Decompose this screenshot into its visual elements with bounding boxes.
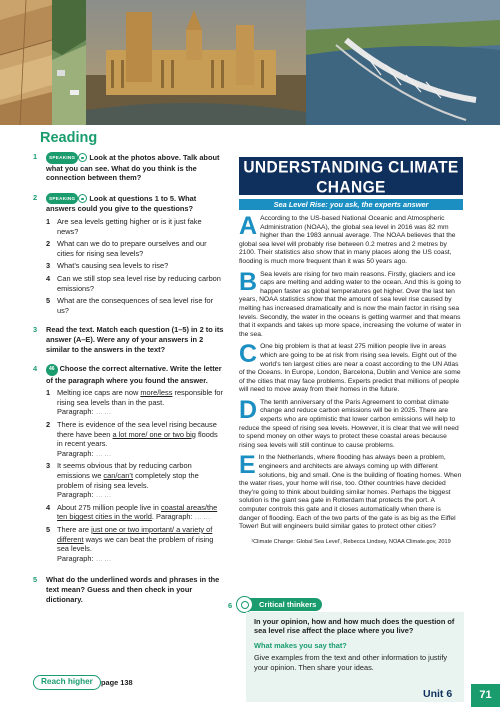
photo-parliament	[86, 0, 306, 125]
question-1	[33, 152, 225, 183]
question-text: Choose the correct alternative. Write the letter of the paragraph where you found the answer.	[46, 364, 222, 385]
list-item	[46, 296, 225, 315]
paragraph-text: According to the US-based National Oceanic and Atmospheric Administration (NOAA), the global sea level in 2016 was 82 mm higher than the 1983 annual average. The NOAA believes that the global sea level will probably rise between 0.2 metres and 2 metres by 2100. Their statistics also show that in many places along the US coast, flooding is much more frequent than it was 50 years ago.	[239, 215, 456, 265]
critical-prompt: What makes you say that?	[254, 640, 347, 650]
critical-instructions: Give examples from the text and other information to justify your opinion. Then share your ideas.	[254, 653, 448, 672]
critical-question: In your opinion, how and how much does the question of sea level rise affect the place where you live?	[254, 617, 455, 636]
item-number: 4	[46, 273, 51, 283]
paragraph-text: One big problem is that at least 275 million people live in areas which are going to be at risk from rising sea levels. Eight out of the world’s ten largest cities are near a coast according to the UN Atlas of the Oceans. In Europe, London, Barcelona, Dublin and Venice are some of the cities that may face problems. Experts predict that millions of people will need to move away from their homes in the future.	[239, 343, 461, 394]
photo-coast	[52, 0, 86, 125]
question-4	[33, 364, 225, 563]
question-2	[33, 193, 225, 316]
article-paragraph	[239, 451, 463, 531]
item-number: 4	[46, 502, 51, 512]
article-title: UNDERSTANDING CLIMATE CHANGE	[243, 158, 459, 197]
item-number: 1	[46, 216, 51, 226]
item-text: completely stop the problem of rising sea levels.	[57, 471, 199, 490]
lightbulb-icon	[236, 596, 253, 613]
item-text: ways we can beat the problem of rising sea levels.	[57, 534, 214, 554]
article-body	[239, 210, 463, 546]
article	[239, 157, 463, 577]
speech-icon	[78, 194, 87, 203]
drop-cap: A	[239, 212, 258, 240]
article-paragraph	[239, 395, 463, 451]
alternative-choice[interactable]: more/less	[140, 388, 173, 398]
item-number: 5	[46, 296, 51, 306]
item-text: Melting ice caps are now	[57, 388, 141, 398]
item-text: Are sea levels getting higher or is it just fake news?	[57, 216, 202, 236]
unit-label: Unit 6	[423, 688, 453, 700]
answer-blank[interactable]: ……	[95, 553, 113, 563]
alternative-choice[interactable]: a lot more/ one or two big	[112, 429, 196, 439]
speech-icon	[78, 153, 87, 162]
answer-blank[interactable]: ……	[95, 490, 113, 500]
question-number: 4	[33, 364, 38, 374]
item-text: responsible for rising sea levels than in the past.	[57, 388, 223, 407]
article-source: ¹Climate Change: Global Sea Level’, Rebecca Lindsey, NOAA Climate.gov, 2019	[251, 538, 451, 545]
item-text: There are	[57, 525, 92, 534]
question-number: 3	[33, 325, 38, 335]
audio-track-badge[interactable]: 46	[46, 364, 58, 376]
article-paragraph	[239, 267, 463, 340]
paragraph-label: Paragraph:	[57, 448, 94, 458]
question-number: 1	[33, 152, 38, 161]
photo-fields	[0, 0, 52, 125]
reach-higher-page: page 138	[101, 678, 133, 687]
section-title: Reading	[40, 130, 98, 146]
page-number: 71	[471, 684, 500, 707]
drop-cap: D	[239, 395, 258, 424]
item-number: 2	[46, 420, 51, 430]
speaking-badge: SPEAKING	[46, 152, 78, 164]
item-text: What can we do to prepare ourselves and our cities for rising sea levels?	[57, 239, 207, 258]
answer-blank[interactable]: ……	[95, 407, 113, 417]
question-text: Look at the photos above. Talk about what you can see. What do you think is the connection between them?	[46, 153, 220, 183]
list-item	[46, 503, 225, 522]
item-text: What are the consequences of sea level rise for us?	[57, 296, 214, 315]
list-item	[46, 388, 225, 417]
drop-cap: C	[239, 340, 258, 369]
paragraph-label: Paragraph:	[57, 490, 94, 500]
drop-cap: E	[239, 451, 256, 480]
list-item	[46, 461, 225, 499]
questions-column	[33, 152, 225, 610]
article-header	[239, 157, 463, 195]
item-number: 3	[46, 461, 51, 471]
speaking-badge: SPEAKING	[46, 193, 78, 205]
list-item	[46, 239, 225, 258]
question-5	[33, 575, 225, 604]
list-item	[46, 217, 225, 236]
photo-strip	[0, 0, 500, 125]
item-text: What’s causing sea levels to rise?	[57, 261, 169, 271]
alternative-choice[interactable]: just one or two important/ a variety of different	[57, 525, 213, 544]
reach-higher-button[interactable]: Reach higher	[33, 675, 101, 690]
question-number: 6	[228, 601, 233, 610]
paragraph-text: The tenth anniversary of the Paris Agreement to combat climate change and reduce carbon emissions will be in 2025. There are experts who are optimistic that lower carbon emissions will help to reduce the speed of rising sea levels. However, it is clear that we will need to spend money on other ways to protect these coastal areas because rising sea levels will still continue to cause problems.	[239, 398, 459, 449]
answer-blank[interactable]: ……	[194, 512, 212, 522]
item-number: 1	[46, 388, 51, 398]
item-text: .	[151, 512, 154, 522]
question-number: 2	[33, 192, 38, 202]
question-3	[33, 325, 225, 354]
question-number: 5	[33, 575, 38, 585]
item-text: About 275 million people live in	[57, 502, 161, 512]
paragraph-text: Sea levels are rising for two main reasons. Firstly, glaciers and ice caps are melting and adding water to the ocean. And this is going to happen faster as global temperatures get higher. Over the last ten years, NOAA statistics show that the amount of sea level rise caused by melting has increased dramatically and is now the main factor in rising sea levels. Secondly, the water in the oceans is getting warmer and that means that it expands and takes up more space, increasing the volume of water in the sea.	[239, 270, 461, 338]
alternative-choice[interactable]: coastal areas/the ten biggest cities in the world	[57, 502, 218, 522]
critical-thinkers-label: Critical thinkers	[240, 598, 322, 611]
alternative-choice[interactable]: can/can’t	[103, 471, 134, 481]
photo-sea-gate	[306, 0, 500, 125]
list-item	[46, 261, 225, 271]
item-text: It seems obvious that by reducing carbon emissions we	[57, 461, 192, 481]
article-paragraph	[239, 340, 463, 395]
drop-cap: B	[239, 267, 258, 296]
question-text: Look at questions 1 to 5. What answers could you give to the questions?	[46, 193, 197, 214]
article-paragraph	[239, 212, 463, 267]
list-item	[46, 525, 225, 563]
item-number: 2	[46, 239, 51, 249]
list-item	[46, 420, 225, 458]
item-text: Can we still stop sea level rise by reducing carbon emissions?	[57, 273, 221, 293]
item-number: 3	[46, 261, 51, 271]
item-text: floods in recent years.	[57, 429, 218, 449]
list-item	[46, 274, 225, 293]
paragraph-label: Paragraph:	[156, 512, 193, 522]
paragraph-text: In the Netherlands, where flooding has always been a problem, engineers and architects are always coming up with different solutions, big and small. One is the building of floating homes. When the water rises, your home will rise, too. Other countries have decided they’re going to think about building similar homes. Perhaps the biggest solution is the giant sea gate in Rotterdam that protects the port. A computer controls this gate and it closes automatically when there is danger of flooding. Each of the two parts of the gate is as big as the Eiffel Tower! But will engineers build similar gates to protect other cities?	[239, 454, 462, 531]
item-text: There is evidence of the sea level rising because there have been	[57, 420, 217, 439]
article-subtitle: Sea Level Rise: you ask, the experts answer	[239, 199, 463, 210]
question-text: Read the text. Match each question (1–5) in 2 to its answer (A–E). Were any of your answers in 2 similar to the answers in the text?	[46, 325, 224, 354]
item-number: 5	[46, 525, 51, 534]
question-text: What do the underlined words and phrases in the text mean? Guess and then check in your dictionary.	[46, 575, 220, 604]
paragraph-label: Paragraph:	[57, 407, 94, 417]
paragraph-label: Paragraph:	[57, 553, 94, 563]
answer-blank[interactable]: ……	[95, 448, 113, 458]
